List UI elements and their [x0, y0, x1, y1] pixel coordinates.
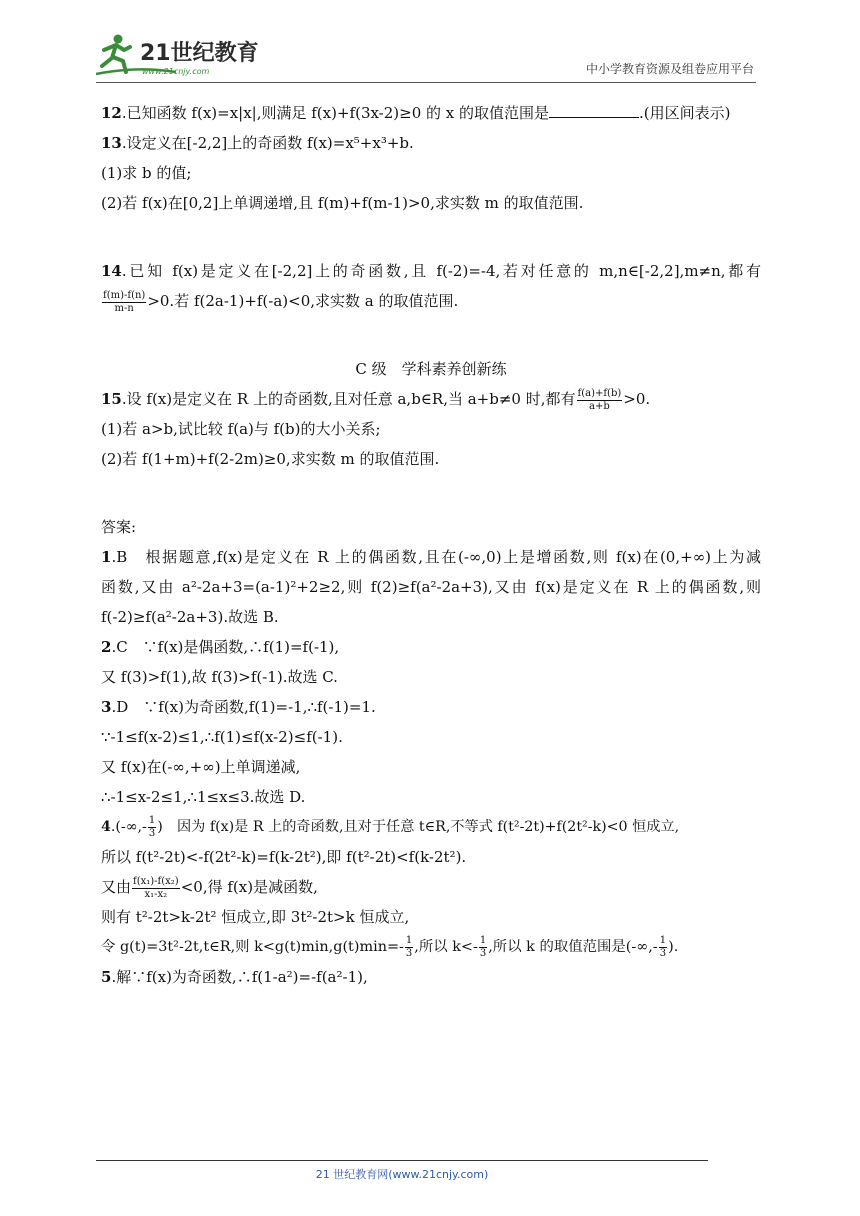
- question-tail: .(用区间表示): [639, 104, 731, 122]
- question-13-part-2: (2)若 f(x)在[0,2]上单调递增,且 f(m)+f(m-1)>0,求实数 m 的取值范围.: [101, 194, 584, 212]
- question-text: >0.: [623, 390, 651, 408]
- page-content: [101, 98, 761, 992]
- answers-title: 答案:: [101, 518, 137, 536]
- fraction: [405, 935, 413, 960]
- question-number: 13: [101, 134, 122, 152]
- fraction-numerator: 1: [659, 934, 667, 946]
- answer-number: 2: [101, 638, 112, 656]
- fraction: [148, 815, 156, 840]
- answer-text: .B 根据题意,f(x)是定义在 R 上的偶函数,且在(-∞,0)上是增函数,则 f(x)在(0,+∞)上为减: [111, 548, 761, 566]
- answer-number: 5: [101, 968, 112, 986]
- answer-4-line-5: [101, 932, 761, 962]
- answer-3-line-3: 又 f(x)在(-∞,+∞)上单调递减,: [101, 758, 301, 776]
- question-text: .已知函数 f(x)=x|x|,则满足 f(x)+f(3x-2)≥0 的 x 的取值范围是: [121, 104, 550, 122]
- fraction-denominator: m-n: [114, 302, 134, 314]
- fraction: [479, 935, 487, 960]
- question-15-part-2: (2)若 f(1+m)+f(2-2m)≥0,求实数 m 的取值范围.: [101, 450, 440, 468]
- answer-text: ).: [668, 939, 679, 955]
- answer-4-line-3: [101, 872, 761, 902]
- answer-1-line-1: [101, 542, 761, 572]
- answer-2-line-2: 又 f(3)>f(1),故 f(3)>f(-1).故选 C.: [101, 668, 338, 686]
- question-number: 12: [101, 104, 122, 122]
- question-15: [101, 384, 761, 414]
- footer-link-text[interactable]: 21 世纪教育网(www.21cnjy.com): [315, 1168, 489, 1181]
- answer-3-line-2: ∵-1≤f(x-2)≤1,∴f(1)≤f(x-2)≤f(-1).: [101, 728, 343, 746]
- fraction-numerator: f(a)+f(b): [577, 387, 622, 399]
- fraction-denominator: 3: [479, 947, 487, 959]
- fraction-numerator: 1: [148, 814, 156, 826]
- fraction: [132, 876, 180, 901]
- answer-number: 1: [101, 548, 112, 566]
- fraction-denominator: 3: [659, 947, 667, 959]
- answer-4-line-2: 所以 f(t²-2t)<-f(2t²-k)=f(k-2t²),即 f(t²-2t)<f(k-2t²).: [101, 848, 467, 866]
- logo-url: www.21cnjy.com: [142, 67, 210, 76]
- question-number: 15: [101, 390, 122, 408]
- question-text: .设 f(x)是定义在 R 上的奇函数,且对任意 a,b∈R,当 a+b≠0 时,都有: [121, 390, 576, 408]
- answer-text: ,所以 k 的取值范围是(-∞,-: [488, 939, 658, 955]
- logo-text: 21世纪教育: [140, 41, 259, 66]
- answer-5-line-1: [101, 962, 761, 992]
- fraction-denominator: 3: [405, 947, 413, 959]
- question-15-part-1: (1)若 a>b,试比较 f(a)与 f(b)的大小关系;: [101, 420, 381, 438]
- fraction-numerator: f(m)-f(n): [103, 289, 146, 301]
- header-platform-text: 中小学教育资源及组卷应用平台: [585, 62, 754, 76]
- 21cnjy-logo: [96, 30, 266, 80]
- question-12: [101, 98, 761, 128]
- answer-text: 令 g(t)=3t²-2t,t∈R,则 k<g(t)min,g(t)min=-: [101, 939, 404, 955]
- fraction: [659, 935, 667, 960]
- fraction: [577, 388, 623, 413]
- answer-text: .(-∞,-: [110, 819, 147, 835]
- answer-1-line-2: 函数,又由 a²-2a+3=(a-1)²+2≥2,则 f(2)≥f(a²-2a+3),又由 f(x)是定义在 R 上的偶函数,则: [101, 578, 761, 596]
- answer-3-line-1: [101, 692, 761, 722]
- answer-3-line-4: ∴-1≤x-2≤1,∴1≤x≤3.故选 D.: [101, 788, 306, 806]
- answer-text: <0,得 f(x)是减函数,: [180, 878, 318, 896]
- question-text: .设定义在[-2,2]上的奇函数 f(x)=x⁵+x³+b.: [121, 134, 414, 152]
- question-text: .已知 f(x)是定义在[-2,2]上的奇函数,且 f(-2)=-4,若对任意的 m,n∈[-2,2],m≠n,都有: [121, 262, 761, 280]
- answer-2-line-1: [101, 632, 761, 662]
- answer-text: 又由: [101, 878, 132, 896]
- answer-text: .D ∵f(x)为奇函数,f(1)=-1,∴f(-1)=1.: [111, 698, 376, 716]
- answer-4-line-1: [101, 812, 761, 842]
- fraction-numerator: 1: [405, 934, 413, 946]
- question-number: 14: [101, 262, 122, 280]
- fraction: [102, 290, 146, 315]
- answer-text: .解∵f(x)为奇函数,∴f(1-a²)=-f(a²-1),: [111, 968, 368, 986]
- fraction-denominator: x₁-x₂: [144, 888, 168, 900]
- page-header: [96, 30, 756, 83]
- question-14: [101, 256, 761, 286]
- fraction-denominator: 3: [148, 827, 156, 839]
- answer-text: ,所以 k<-: [414, 939, 478, 955]
- question-13: [101, 128, 761, 158]
- question-14-line-2: [101, 286, 761, 316]
- answer-text: ) 因为 f(x)是 R 上的奇函数,且对于任意 t∈R,不等式 f(t²-2t)+f(2t²-k)<0 恒成立,: [157, 819, 680, 835]
- answer-4-line-4: 则有 t²-2t>k-2t² 恒成立,即 3t²-2t>k 恒成立,: [101, 908, 410, 926]
- question-13-part-1: (1)求 b 的值;: [101, 164, 192, 182]
- fraction-numerator: 1: [479, 934, 487, 946]
- answer-number: 4: [101, 819, 111, 835]
- section-title: C 级 学科素养创新练: [355, 360, 507, 378]
- page-footer: [96, 1160, 708, 1182]
- fraction-denominator: a+b: [589, 400, 610, 412]
- answer-text: .C ∵f(x)是偶函数,∴f(1)=f(-1),: [111, 638, 340, 656]
- fraction-numerator: f(x₁)-f(x₂): [133, 875, 179, 887]
- answer-number: 3: [101, 698, 112, 716]
- answer-1-line-3: f(-2)≥f(a²-2a+3).故选 B.: [101, 608, 279, 626]
- question-text: >0.若 f(2a-1)+f(-a)<0,求实数 a 的取值范围.: [147, 292, 459, 310]
- answer-blank: [549, 103, 639, 118]
